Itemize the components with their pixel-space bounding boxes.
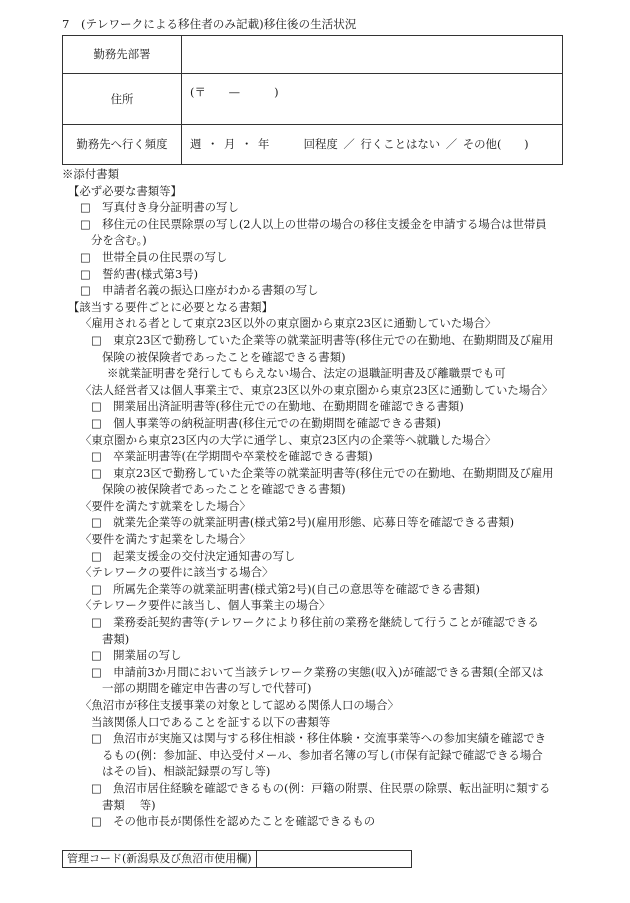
list-item: 〈テレワーク要件に該当し、個人事業主の場合〉 [80,598,331,613]
list-item: 〈雇用される者として東京23区以外の東京圏から東京23区に通勤していた場合〉 [80,316,497,331]
management-code-field[interactable] [257,851,411,867]
list-item: 【該当する要件ごとに必要となる書類】 [68,299,274,314]
list-item: 〈魚沼市が移住支援事業の対象として認める関係人口の場合〉 [80,698,399,712]
list-item: 書類) [102,631,130,646]
table-row-frequency [63,125,563,165]
checklist-item[interactable]: □ 個人事業等の納税証明書(移住元での在勤期間を確認できる書類) [91,415,441,430]
checklist-item[interactable]: □ 申請前3か月間において当該テレワーク業務の実態(収入)が確認できる書類(全部又は [91,664,544,679]
list-item: はその旨)、相談記録票の写し等) [102,764,271,779]
checklist-item[interactable]: □ 就業先企業等の就業証明書(様式第2号)(雇用形態、応募日等を確認できる書類) [91,515,515,530]
checklist-item[interactable]: □ 卒業証明書等(在学期間や卒業校を確認できる書類) [91,449,373,464]
list-item: 〈要件を満たす起業をした場合〉 [80,532,251,547]
address-field[interactable] [182,74,563,125]
checklist-item[interactable]: □ 東京23区で勤務していた企業等の就業証明書等(移住元での在勤地、在勤期間及び雇用 [91,465,554,480]
list-item: 〈テレワークの要件に該当する場合〉 [80,565,274,580]
living-status-table [62,35,563,165]
attachments-list [62,183,582,830]
attachments-title: ※添付書類 [62,167,119,181]
checklist-item[interactable]: □ 開業届出済証明書等(移住元での在勤地、在勤期間を確認できる書類) [91,399,464,414]
list-item: ※就業証明書を発行してもらえない場合、法定の退職証明書及び離職票でも可 [107,366,506,381]
checklist-item[interactable]: □ 所属先企業等の就業証明書(様式第2号)(自己の意思等を確認できる書類) [91,581,480,596]
list-item: 書類 等) [102,797,156,812]
list-item: 保険の被保険者であったことを確認できる書類) [102,349,346,364]
frequency-label: 勤務先へ行く頻度 [63,125,182,165]
checklist-item[interactable]: □ 業務委託契約書等(テレワークにより移住前の業務を継続して行うことが確認できる [91,615,539,630]
list-item: 一部の期間を確定申告書の写しで代替可) [102,681,312,696]
list-item: 保険の被保険者であったことを確認できる書類) [102,482,346,497]
postal-code-field[interactable]: (〒 — ) [190,85,279,99]
list-item: 【必ず必要な書類等】 [68,183,182,198]
list-item: 分を含む。) [91,233,147,248]
checklist-item[interactable]: □ 起業支援金の交付決定通知書の写し [91,548,296,563]
department-label: 勤務先部署 [63,36,182,74]
table-row-address [63,74,563,125]
checklist-item[interactable]: □ 誓約書(様式第3号) [80,266,199,281]
list-item: 〈法人経営者又は個人事業主で、東京23区以外の東京圏から東京23区に通勤していた場合〉 [80,382,553,397]
list-item: 〈要件を満たす就業をした場合〉 [80,498,251,513]
attachments-section [62,166,582,830]
list-item: 当該関係人口であることを証する以下の書類等 [91,714,331,729]
checklist-item[interactable]: □ 魚沼市が実施又は関与する移住相談・移住体験・交流事業等への参加実績を確認でき [91,731,546,746]
checklist-item[interactable]: □ 申請者名義の振込口座がわかる書類の写し [80,283,319,298]
section-heading: 7 (テレワークによる移住者のみ記載)移住後の生活状況 [62,17,357,31]
checklist-item[interactable]: □ 魚沼市居住経験を確認できるもの(例：戸籍の附票、住民票の除票、転出証明に類する [91,780,551,795]
list-item: 〈東京圏から東京23区内の大学に通学し、東京23区内の企業等へ就職した場合〉 [80,432,497,447]
management-code-label: 管理コード(新潟県及び魚沼市使用欄) [63,851,257,867]
address-label: 住所 [63,74,182,125]
checklist-item[interactable]: □ その他市長が関係性を認めたことを確認できるもの [91,814,376,829]
department-field[interactable] [182,36,563,74]
checklist-item[interactable]: □ 開業届の写し [91,648,182,663]
list-item: るもの(例：参加証、申込受付メール、参加者名簿の写し(市保有記録で確認できる場合 [102,747,543,762]
checklist-item[interactable]: □ 移住元の住民票除票の写し(2人以上の世帯の場合の移住支援金を申請する場合は世帯員 [80,216,547,231]
management-code-box [62,850,412,868]
checklist-item[interactable]: □ 写真付き身分証明書の写し [80,200,239,215]
frequency-options[interactable]: 週 ・ 月 ・ 年 回程度 ／ 行くことはない ／ その他( ) [182,125,563,165]
checklist-item[interactable]: □ 東京23区で勤務していた企業等の就業証明書等(移住元での在勤地、在勤期間及び雇用 [91,332,554,347]
table-row-department [63,36,563,74]
checklist-item[interactable]: □ 世帯全員の住民票の写し [80,249,228,264]
